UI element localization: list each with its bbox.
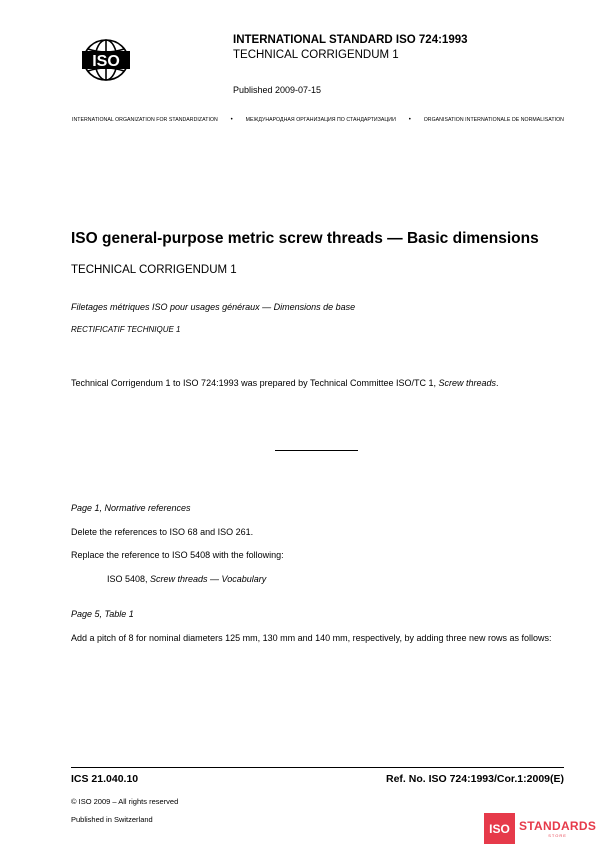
org-name-ru: МЕЖДУНАРОДНАЯ ОРГАНИЗАЦИЯ ПО СТАНДАРТИЗАЦИИ bbox=[245, 117, 396, 123]
replace-instruction: Replace the reference to ISO 5408 with the following: bbox=[71, 550, 284, 560]
svg-text:ISO: ISO bbox=[92, 53, 120, 70]
organization-names bbox=[72, 117, 564, 123]
iso-logo bbox=[76, 36, 136, 84]
org-name-en: INTERNATIONAL ORGANIZATION FOR STANDARDIZATION bbox=[72, 117, 218, 123]
footer-rule bbox=[71, 767, 564, 768]
committee-title: Screw threads bbox=[438, 378, 497, 388]
prepared-text: Technical Corrigendum 1 to ISO 724:1993 was prepared by Technical Committee ISO/TC 1, bbox=[71, 378, 439, 388]
reference-number: Ref. No. ISO 724:1993/Cor.1:2009(E) bbox=[386, 773, 564, 785]
org-name-fr: ORGANISATION INTERNATIONALE DE NORMALISATION bbox=[423, 117, 564, 123]
french-corrigendum: RECTIFICATIF TECHNIQUE 1 bbox=[71, 325, 181, 334]
section-heading-normative-references: Page 1, Normative references bbox=[71, 503, 191, 513]
section-heading-table-1: Page 5, Table 1 bbox=[71, 609, 134, 619]
separator: • bbox=[408, 117, 411, 123]
copyright-notice: © ISO 2009 – All rights reserved bbox=[71, 797, 179, 806]
iso-standards-store-logo bbox=[484, 813, 596, 844]
iso-5408-title: Screw threads — Vocabulary bbox=[150, 574, 267, 584]
store-sublabel: STORE bbox=[548, 833, 567, 838]
separator: • bbox=[230, 117, 233, 123]
french-title: Filetages métriques ISO pour usages généraux — Dimensions de base bbox=[71, 302, 356, 312]
iso-5408-reference bbox=[107, 574, 266, 584]
prepared-by-paragraph bbox=[71, 378, 499, 388]
published-in: Published in Switzerland bbox=[71, 815, 153, 824]
ics-code: ICS 21.040.10 bbox=[71, 773, 139, 785]
divider bbox=[275, 450, 358, 451]
standard-title: INTERNATIONAL STANDARD ISO 724:1993 bbox=[233, 34, 468, 46]
technical-corrigendum-heading: TECHNICAL CORRIGENDUM 1 bbox=[71, 264, 237, 276]
store-logo-box: ISO bbox=[484, 813, 515, 844]
document-title: ISO general-purpose metric screw threads — Basic dimensions bbox=[71, 230, 539, 247]
store-name: STANDARDS bbox=[519, 819, 597, 833]
published-date: Published 2009-07-15 bbox=[233, 85, 322, 95]
iso-5408-number: ISO 5408, bbox=[107, 574, 151, 584]
prepared-end: . bbox=[496, 378, 499, 388]
corrigendum-label: TECHNICAL CORRIGENDUM 1 bbox=[233, 49, 399, 61]
add-pitch-instruction: Add a pitch of 8 for nominal diameters 125 mm, 130 mm and 140 mm, respectively, by adding three new rows as follows: bbox=[71, 633, 552, 643]
delete-instruction: Delete the references to ISO 68 and ISO 261. bbox=[71, 527, 254, 537]
